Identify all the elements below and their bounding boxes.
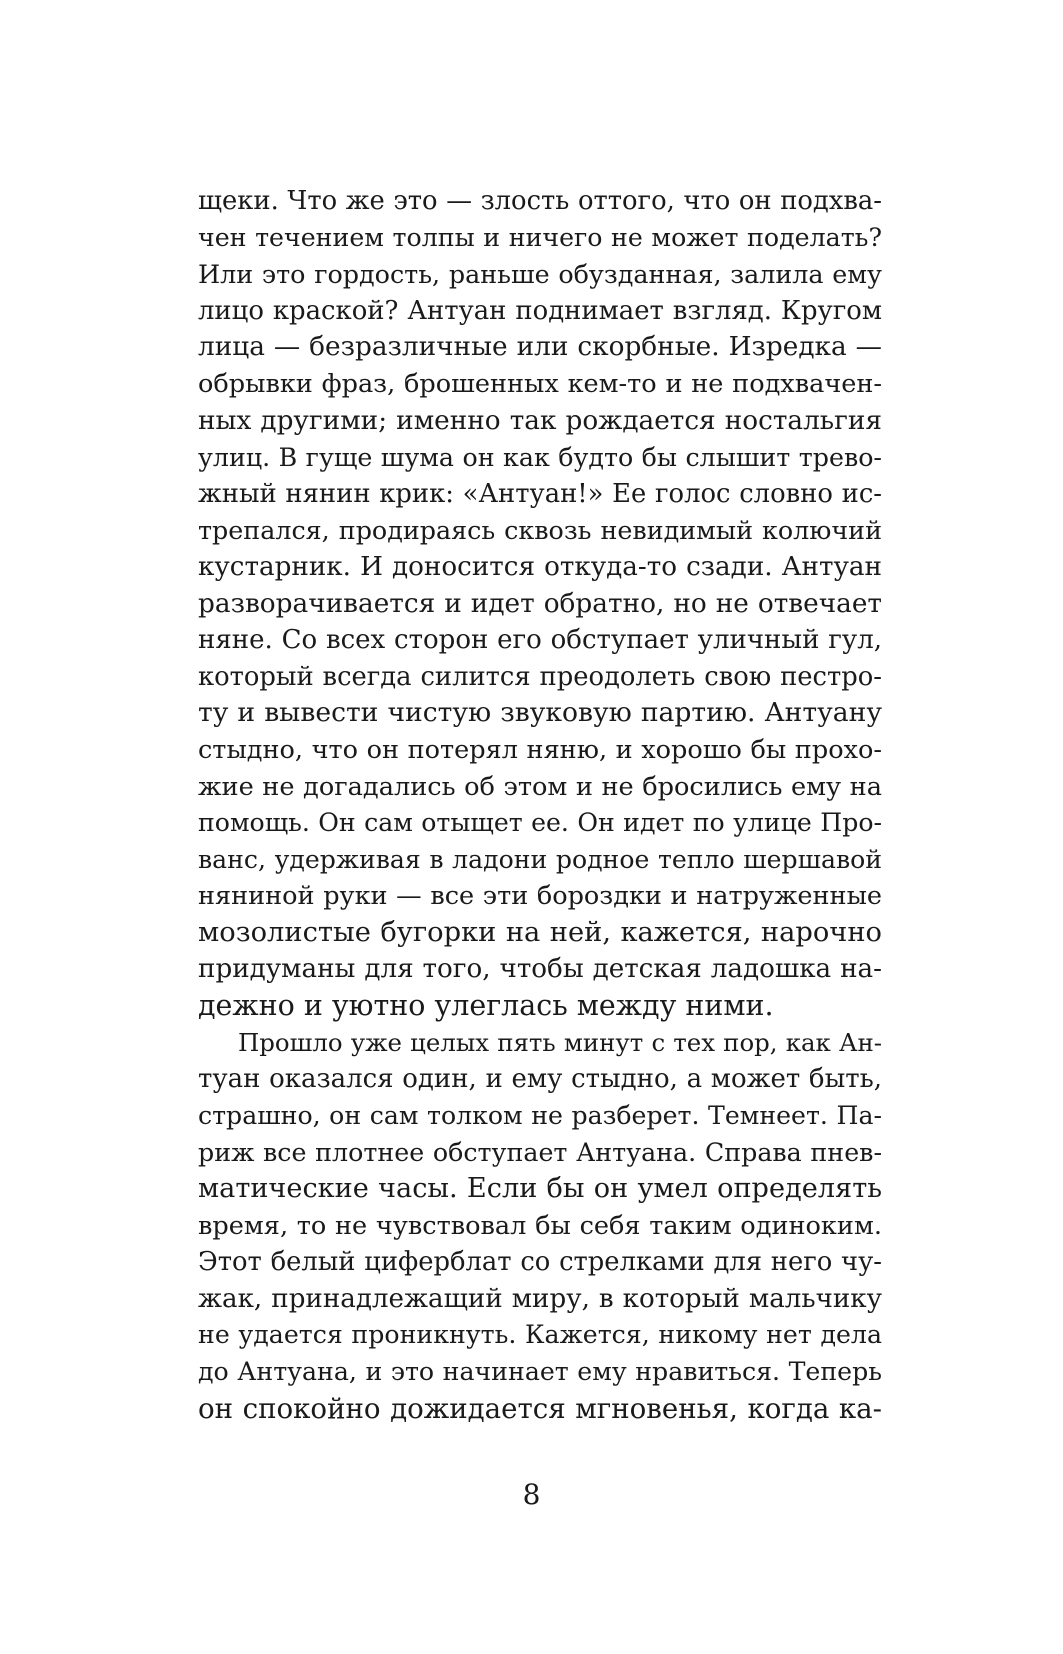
text-line: жный нянин крик: «Антуан!» Ее голос словно ис- [198,478,882,509]
text-line: Этот белый циферблат со стрелками для него чу- [198,1247,882,1278]
text-line: щеки. Что же это — злость оттого, что он подхва- [198,186,882,216]
text-line: помощь. Он сам отыщет ее. Он идет по улице Про- [198,808,882,838]
text-line: лицо краской? Антуан поднимает взгляд. Кругом [198,295,882,326]
text-line: лица — безразличные или скорбные. Изредка — [198,332,882,363]
text-line: он спокойно дожидается мгновенья, когда ка- [198,1391,882,1425]
text-line: жак, принадлежащий миру, в который мальчику [198,1283,882,1314]
text-line: ванс, удерживая в ладони родное тепло шершавой [198,844,882,874]
text-line: не удается проникнуть. Кажется, никому нет дела [198,1320,882,1350]
text-line: няне. Со всех сторон его обступает уличный гул, [198,625,882,656]
text-line: страшно, он сам толком не разберет. Темнеет. Па- [198,1100,882,1130]
text-line: риж все плотнее обступает Антуана. Справа пнев- [198,1137,882,1168]
text-line: ту и вывести чистую звуковую партию. Антуану [198,697,882,729]
text-line: мозолистые бугорки на ней, кажется, нарочно [198,916,882,948]
text-line: няниной руки — все эти бороздки и натруженные [198,881,882,912]
text-line: матические часы. Если бы он умел определять [198,1173,882,1205]
paragraph-1 [198,183,882,1025]
page-number: 8 [522,1478,541,1511]
text-line: обрывки фраз, брошенных кем-то и не подхвачен- [198,368,882,399]
text-line: ных другими; именно так рождается ностальгия [198,405,882,436]
text-line: улиц. В гуще шума он как будто бы слышит трево- [198,442,882,473]
text-line: время, то не чувствовал бы себя таким одиноким. [198,1210,882,1241]
text-line: дежно и уютно улеглась между ними. [198,989,774,1023]
text-line: до Антуана, и это начинает ему нравиться. Теперь [198,1357,882,1386]
text-line: разворачивается и идет обратно, но не отвечает [198,588,882,619]
text-line: Прошло уже целых пять минут с тех пор, как Ан- [238,1027,882,1057]
text-line: жие не догадались об этом и не бросились ему на [198,771,882,802]
text-line: который всегда силится преодолеть свою пестро- [198,661,882,692]
text-line: кустарник. И доносится откуда-то сзади. Антуан [198,551,882,582]
text-line: Или это гордость, раньше обузданная, залила ему [198,259,882,290]
body-text [198,183,882,1427]
text-line: трепался, продираясь сквозь невидимый колючий [198,515,882,546]
text-line: чен течением толпы и ничего не может поделать? [198,222,882,252]
text-line: туан оказался один, и ему стыдно, а может быть, [198,1064,882,1095]
text-line: стыдно, что он потерял няню, и хорошо бы прохо- [198,734,882,765]
paragraph-2 [198,1025,882,1428]
text-line: придуманы для того, чтобы детская ладошка на- [198,954,882,985]
